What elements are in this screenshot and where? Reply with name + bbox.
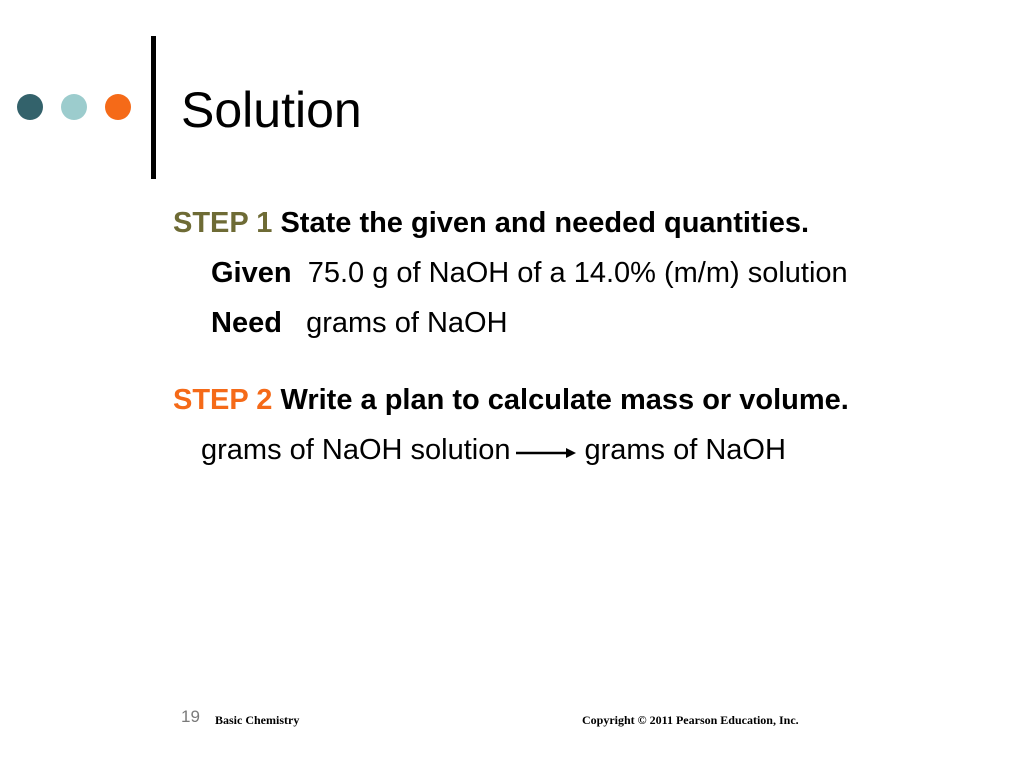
decorative-dot-orange	[105, 94, 131, 120]
plan-from: grams of NaOH solution	[201, 434, 511, 466]
step1-line	[173, 205, 809, 241]
given-label: Given	[211, 257, 292, 289]
need-line	[211, 305, 508, 341]
slide-title: Solution	[181, 82, 362, 138]
footer-copyright: Copyright © 2011 Pearson Education, Inc.	[582, 713, 799, 727]
need-text: grams of NaOH	[306, 307, 508, 339]
page-number: 19	[181, 707, 200, 726]
decorative-dot-dark-teal	[17, 94, 43, 120]
right-arrow-icon	[516, 446, 576, 460]
footer-book-title: Basic Chemistry	[215, 713, 300, 727]
step1-text: State the given and needed quantities.	[280, 207, 810, 239]
step2-text: Write a plan to calculate mass or volume.	[280, 384, 849, 416]
decorative-dot-light-teal	[61, 94, 87, 120]
given-text: 75.0 g of NaOH of a 14.0% (m/m) solution	[307, 257, 848, 289]
need-label: Need	[211, 307, 282, 339]
step1-label: STEP 1	[173, 207, 273, 239]
given-line	[211, 255, 848, 291]
title-divider-line	[151, 36, 156, 179]
plan-line	[201, 432, 786, 468]
step2-label: STEP 2	[173, 384, 273, 416]
plan-to: grams of NaOH	[584, 434, 786, 466]
step2-line	[173, 382, 849, 418]
